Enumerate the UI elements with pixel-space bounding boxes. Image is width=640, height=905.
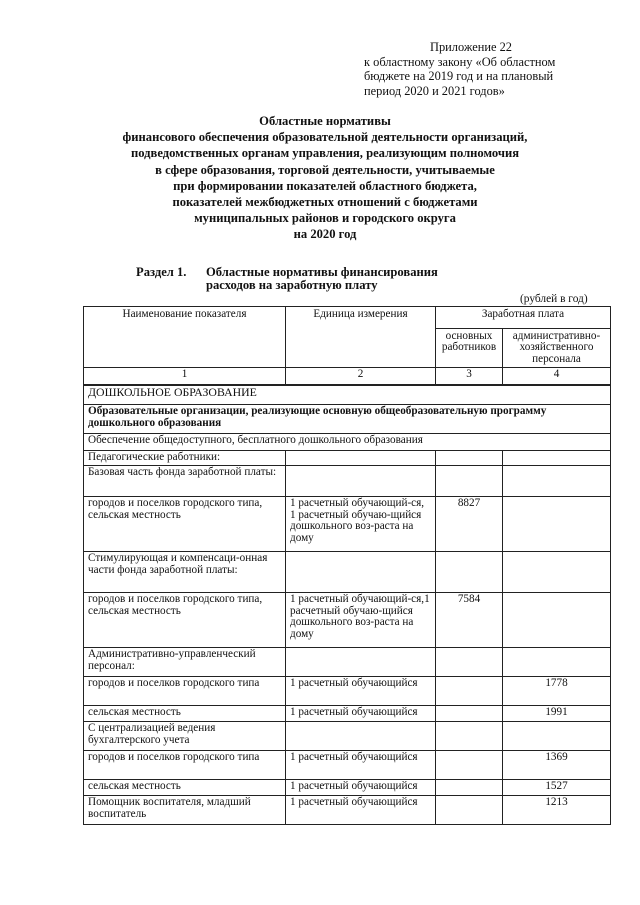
- appendix-note: [364, 40, 626, 98]
- row-admin-value: 1778: [503, 677, 611, 706]
- norms-table: [83, 306, 611, 825]
- row-main-value: [436, 722, 503, 751]
- title-line: в сфере образования, торговой деятельности, учитываемые: [155, 162, 495, 177]
- column-number: 1: [84, 368, 286, 386]
- row-unit: 1 расчетный обучающийся: [286, 706, 436, 722]
- section-row: [84, 385, 611, 405]
- row-unit: [286, 451, 436, 466]
- row-unit: 1 расчетный обучающийся: [286, 751, 436, 780]
- row-name: городов и поселков городского типа, сельская местность: [84, 497, 286, 552]
- section-title-line: расходов на заработную плату: [206, 278, 378, 292]
- row-main-value: 8827: [436, 497, 503, 552]
- row-name: Базовая часть фонда заработной платы:: [84, 466, 286, 497]
- table-row: [84, 796, 611, 825]
- appendix-line: бюджете на 2019 год и на плановый: [364, 69, 554, 83]
- row-unit: 1 расчетный обучающийся: [286, 780, 436, 796]
- header-indicator: Наименование показателя: [84, 307, 286, 368]
- row-name: Помощник воспитателя, младший воспитатель: [84, 796, 286, 825]
- appendix-line: к областному закону «Об областном: [364, 54, 556, 69]
- row-name: Педагогические работники:: [84, 451, 286, 466]
- units-note: (рублей в год): [520, 293, 588, 305]
- section-number: Раздел 1.: [136, 265, 187, 279]
- row-name: Административно-управленческий персонал:: [84, 648, 286, 677]
- row-admin-value: 1991: [503, 706, 611, 722]
- table-row: [84, 648, 611, 677]
- section-row-label: ДОШКОЛЬНОЕ ОБРАЗОВАНИЕ: [84, 385, 611, 405]
- title-line: подведомственных органам управления, реализующим полномочия: [130, 146, 520, 161]
- table-row: [84, 593, 611, 648]
- subsection-row-label: Образовательные организации, реализующие основную общеобразовательную программу дошкольного образования: [84, 405, 611, 434]
- row-unit: 1 расчетный обучающий-ся,1 расчетный обучаю-щийся дошкольного воз-раста на дому: [286, 593, 436, 648]
- row-unit: [286, 722, 436, 751]
- header-salary: Заработная плата: [436, 307, 611, 329]
- row-main-value: [436, 780, 503, 796]
- appendix-line: Приложение 22: [430, 40, 512, 54]
- table-row: [84, 497, 611, 552]
- group-row: [84, 434, 611, 451]
- subsection-row: [84, 405, 611, 434]
- row-main-value: [436, 706, 503, 722]
- document-title: [60, 113, 590, 243]
- row-name: городов и поселков городского типа, сельская местность: [84, 593, 286, 648]
- row-main-value: 7584: [436, 593, 503, 648]
- row-admin-value: [503, 497, 611, 552]
- title-line: Областные нормативы: [259, 114, 391, 128]
- table-row: [84, 780, 611, 796]
- title-line: финансового обеспечения образовательной деятельности организаций,: [122, 130, 528, 145]
- table-row: [84, 722, 611, 751]
- title-line: показателей межбюджетных отношений с бюджетами: [172, 195, 478, 210]
- table-row: [84, 451, 611, 466]
- table-header-row: [84, 307, 611, 329]
- row-main-value: [436, 796, 503, 825]
- row-unit: 1 расчетный обучающийся: [286, 677, 436, 706]
- row-name: Стимулирующая и компенсаци-онная части фонда заработной платы:: [84, 552, 286, 593]
- column-number-row: [84, 368, 611, 386]
- row-unit: 1 расчетный обучающий-ся, 1 расчетный обучаю-щийся дошкольного воз-раста на дому: [286, 497, 436, 552]
- row-unit: [286, 648, 436, 677]
- row-admin-value: [503, 552, 611, 593]
- table-row: [84, 552, 611, 593]
- column-number: 4: [503, 368, 611, 386]
- appendix-line: период 2020 и 2021 годов»: [364, 83, 505, 98]
- title-line: при формировании показателей областного бюджета,: [173, 178, 477, 193]
- row-admin-value: [503, 593, 611, 648]
- row-main-value: [436, 552, 503, 593]
- header-unit: Единица измерения: [286, 307, 436, 368]
- row-admin-value: 1213: [503, 796, 611, 825]
- section-title-line: Областные нормативы финансирования: [206, 265, 438, 279]
- row-admin-value: [503, 466, 611, 497]
- row-main-value: [436, 751, 503, 780]
- title-line: муниципальных районов и городского округа: [194, 211, 456, 226]
- row-name: городов и поселков городского типа: [84, 677, 286, 706]
- row-admin-value: [503, 722, 611, 751]
- row-unit: [286, 552, 436, 593]
- row-name: городов и поселков городского типа: [84, 751, 286, 780]
- header-admin-staff: административно-хозяйственного персонала: [503, 328, 611, 368]
- row-main-value: [436, 466, 503, 497]
- row-admin-value: 1369: [503, 751, 611, 780]
- column-number: 3: [436, 368, 503, 386]
- row-name: С централизацией ведения бухгалтерского учета: [84, 722, 286, 751]
- table-row: [84, 751, 611, 780]
- row-admin-value: [503, 648, 611, 677]
- row-admin-value: 1527: [503, 780, 611, 796]
- row-main-value: [436, 648, 503, 677]
- table-row: [84, 706, 611, 722]
- row-main-value: [436, 677, 503, 706]
- header-main-workers: основных работников: [436, 328, 503, 368]
- table-row: [84, 677, 611, 706]
- group-row-label: Обеспечение общедоступного, бесплатного дошкольного образования: [84, 434, 611, 451]
- row-main-value: [436, 451, 503, 466]
- title-line: на 2020 год: [293, 227, 357, 242]
- table-row: [84, 466, 611, 497]
- row-name: сельская местность: [84, 780, 286, 796]
- row-unit: 1 расчетный обучающийся: [286, 796, 436, 825]
- row-name: сельская местность: [84, 706, 286, 722]
- row-unit: [286, 466, 436, 497]
- column-number: 2: [286, 368, 436, 386]
- row-admin-value: [503, 451, 611, 466]
